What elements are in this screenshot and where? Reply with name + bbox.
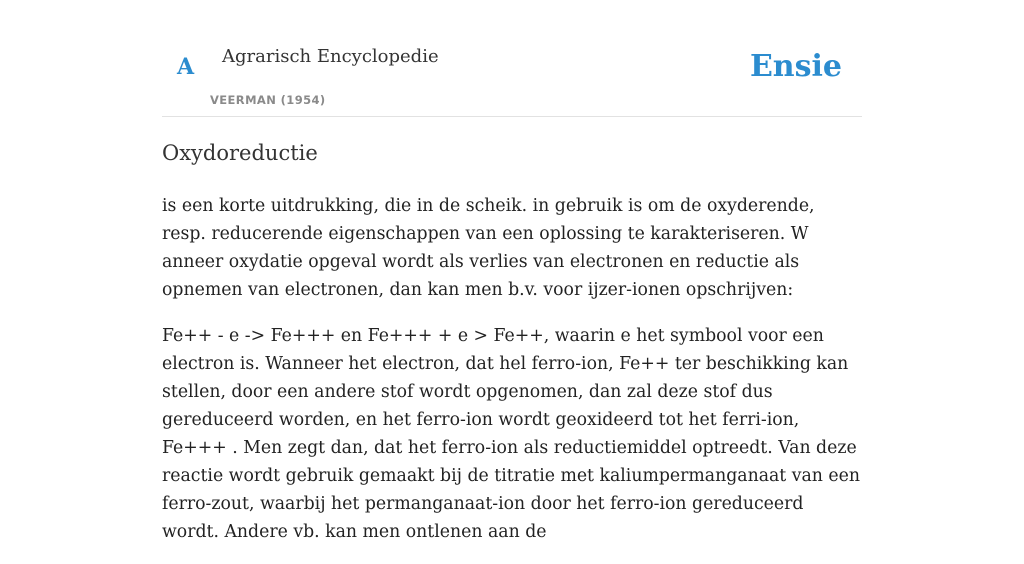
encyclopedia-title[interactable]: Agrarisch Encyclopedie [222,46,439,67]
header [162,0,862,117]
article-title: Oxydoreductie [162,141,318,165]
article-body [162,192,862,564]
brand-logo[interactable]: Ensie [749,49,842,84]
encyclopedia-author: VEERMAN (1954) [210,93,326,107]
article-paragraph: Fe++ - e -> Fe+++ en Fe+++ + e > Fe++, waarin e het symbool voor een electron is. Wanneer het electron, dat hel ferro-ion, Fe++ ter beschikking kan stellen, door een andere stof wordt opgenomen, dan zal deze stof dus gereduceerd worden, en het ferro-ion wordt geoxideerd tot het ferri-ion, Fe+++ . Men zegt dan, dat het ferro-ion als reductiemiddel optreedt. Van deze reactie wordt gebruik gemaakt bij de titratie met kaliumpermanganaat van een ferro-zout, waarbij het permanganaat-ion door het ferro-ion gereduceerd wordt. Andere vb. kan men ontlenen aan de [162,326,861,542]
index-letter[interactable]: A [177,54,195,80]
article-paragraph: is een korte uitdrukking, die in de scheik. in gebruik is om de oxyderende, resp. reducerende eigenschappen van een oplossing te karakteriseren. W anneer oxydatie opgeval wordt als verlies van electronen en reductie als opnemen van electronen, dan kan men b.v. voor ijzer-ionen opschrijven: [162,196,815,300]
